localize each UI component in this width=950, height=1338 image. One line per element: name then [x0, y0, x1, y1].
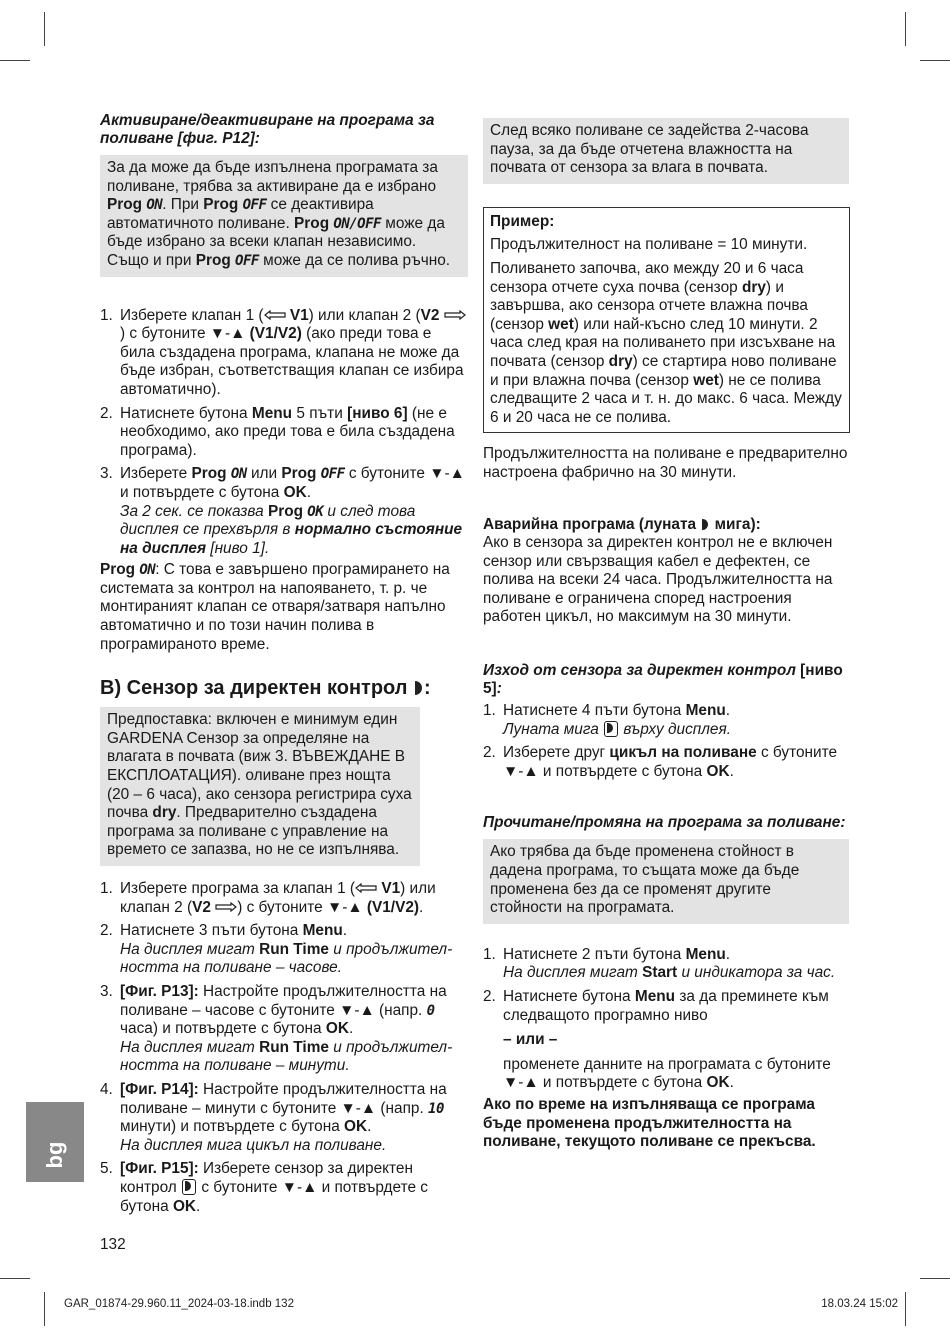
- note-read: Ако трябва да бъде променена стойност в дадена програма, то същата може да бъде променена без да се променят другите стойности на програмата.: [483, 839, 849, 923]
- read-heading: Прочитане/промяна на програма за поливане:: [483, 814, 846, 832]
- note-activate: За да може да бъде изпълнена програмата за поливане, трябва за активиране да е избрано Prog ON. При Prog OFF се деактивира автоматичното поливане. Prog ON/OFF може да бъде избрано за всеки клапан независимо. Също и при Prog OFF може да се полива ръчно.: [100, 155, 468, 277]
- moon-icon: [415, 681, 422, 695]
- list-item: 2. Изберете друг цикъл на поливане с бутоните ▼-▲ и потвърдете с бутона OK.: [483, 744, 838, 780]
- crop-mark: [905, 12, 906, 46]
- crop-mark: [0, 60, 30, 61]
- example-box: [483, 207, 850, 434]
- activate-steps: [100, 307, 468, 559]
- footer-date: 18.03.24 15:02: [821, 1298, 898, 1310]
- warning-text: Ако по време на изпълняваща се програма бъде променена продължителността на поливане, текущото поливане се прекъсва.: [483, 1095, 816, 1151]
- right-column: [483, 118, 849, 1152]
- list-item: 2. Натиснете бутона Menu за да преминете към следващото програмно ниво – или – променете данните на програмата с бутоните ▼-▲ и потвърдете с бутона OK.: [483, 988, 831, 1092]
- arrow-left-icon: [355, 883, 377, 893]
- crop-mark: [0, 1278, 30, 1279]
- note-sensor: Предпоставка: включен е минимум един GARDENA Сензор за определяне на влагата в почвата (виж 3. ВЪВЕЖДАНЕ В ЕКСПЛОАТАЦИЯ). оливане през нощта (20 – 6 часа), ако сензора регистрира суха почва dry. Предварително създадена програма за поливане с управление на времето се запазва, но не се изпълнява.: [100, 707, 420, 866]
- example-duration: Продължителност на поливане = 10 минути.: [490, 236, 808, 254]
- list-item: 3. Изберете Prog ON или Prog OFF с бутоните ▼-▲ и потвърдете с бутона OK. За 2 сек. се показва Prog OK и след това дисплея се прехвърля в нормално състояние на дисплея [ниво 1].: [100, 465, 465, 557]
- list-item: 1. Изберете клапан 1 ( V1) или клапан 2 (V2 ) с бутоните ▼-▲ (V1/V2) (ако преди това е била създадена програма, клапана не може да бъде избран, съответстващия клапан се избира автоматично).: [100, 307, 468, 400]
- section-title-sensor: B) Сензор за директен контрол :: [100, 677, 431, 700]
- emergency-heading: Аварийна програма (луната мига):: [483, 515, 761, 533]
- example-title: Пример:: [490, 212, 555, 230]
- moon-icon: [182, 1179, 196, 1195]
- sensor-steps: [100, 880, 468, 1216]
- list-item: 5. [Фиг. P15]: Изберете сензор за директен контрол с бутоните ▼-▲ и потвърдете с бутона OK.: [100, 1160, 428, 1215]
- heading-activate: Активиране/деактивиране на програма за поливане [фиг. P12]:: [100, 112, 435, 147]
- list-item: 2. Натиснете 3 пъти бутона Menu. На дисплея мигат Run Time и продължителността на поливане – часове.: [100, 922, 453, 977]
- list-item: 1. Изберете програма за клапан 1 ( V1) или клапан 2 (V2 ) с бутоните ▼-▲ (V1/V2).: [100, 880, 436, 916]
- example-text: Поливането започва, ако между 20 и 6 часа сензора отчете суха почва (сензор dry) и завършва, ако сензора отчете влажна почва (сензор wet) или най-късно след 10 минути. 2 часа след края на поливането при изсъхване на почвата (сензор dry) се стартира ново поливане и при влажна почва (сензор wet) не се полива следващите 2 часа и т. н. до макс. 6 часа. Между 6 и 20 часа не се полива.: [490, 259, 842, 426]
- list-item: 1. Натиснете 4 пъти бутона Menu. Луната мига върху дисплея.: [483, 702, 731, 738]
- note-pause: След всяко поливане се задейства 2-часова пауза, за да бъде отчетена влажността на почвата от сензора за влага в почвата.: [483, 118, 849, 184]
- emergency-text: Ако в сензора за директен контрол не е включен сензор или свързващия кабел е дефектен, се полива на всеки 24 часа. Продължителността на поливане е ограничена според настроения работен цикъл, но максимум на 30 минути.: [483, 534, 833, 626]
- preset-note: Продължителността на поливане е предварително настроена фабрично на 30 минути.: [483, 445, 848, 481]
- crop-mark: [44, 1292, 45, 1326]
- language-tab: bg: [26, 1102, 84, 1182]
- moon-icon: [604, 721, 618, 737]
- list-item: 2. Натиснете бутона Menu 5 пъти [ниво 6] (не е необходимо, ако преди това е била създадена програма).: [100, 404, 455, 459]
- list-item: 3. [Фиг. P13]: Настройте продължителността на поливане – часове с бутоните ▼-▲ (напр. 0 часа) и потвърдете с бутона OK. На дисплея мигат Run Time и продължителността на поливане – минути.: [100, 982, 453, 1075]
- crop-mark: [44, 12, 45, 46]
- list-item: 1. Натиснете 2 пъти бутона Menu. На дисплея мигат Start и индикатора за час.: [483, 945, 836, 982]
- read-steps: [483, 946, 849, 1093]
- arrow-right-icon: [215, 902, 237, 912]
- moon-icon: [702, 519, 708, 530]
- list-item: 4. [Фиг. P14]: Настройте продължителността на поливане – минути с бутоните ▼-▲ (напр. 10 минути) и потвърдете с бутона OK. На дисплея мига цикъл на поливане.: [100, 1080, 447, 1154]
- page-number: 132: [100, 1236, 126, 1253]
- prog-on-summary: Prog ON: С това е завършено програмирането на системата за контрол на напояването, т. р. че монтираният клапан се отваря/затваря напълно автоматично и по този начин полива в програмираното време.: [100, 561, 450, 653]
- left-column: [100, 112, 468, 1221]
- crop-mark: [920, 60, 950, 61]
- footer-file: GAR_01874-29.960.11_2024-03-18.indb 132: [64, 1298, 294, 1310]
- arrow-right-icon: [444, 310, 466, 320]
- exit-steps: [483, 702, 849, 781]
- exit-heading: Изход от сензора за директен контрол [ниво 5]:: [483, 662, 843, 698]
- crop-mark: [905, 1292, 906, 1326]
- crop-mark: [920, 1278, 950, 1279]
- arrow-left-icon: [264, 310, 286, 320]
